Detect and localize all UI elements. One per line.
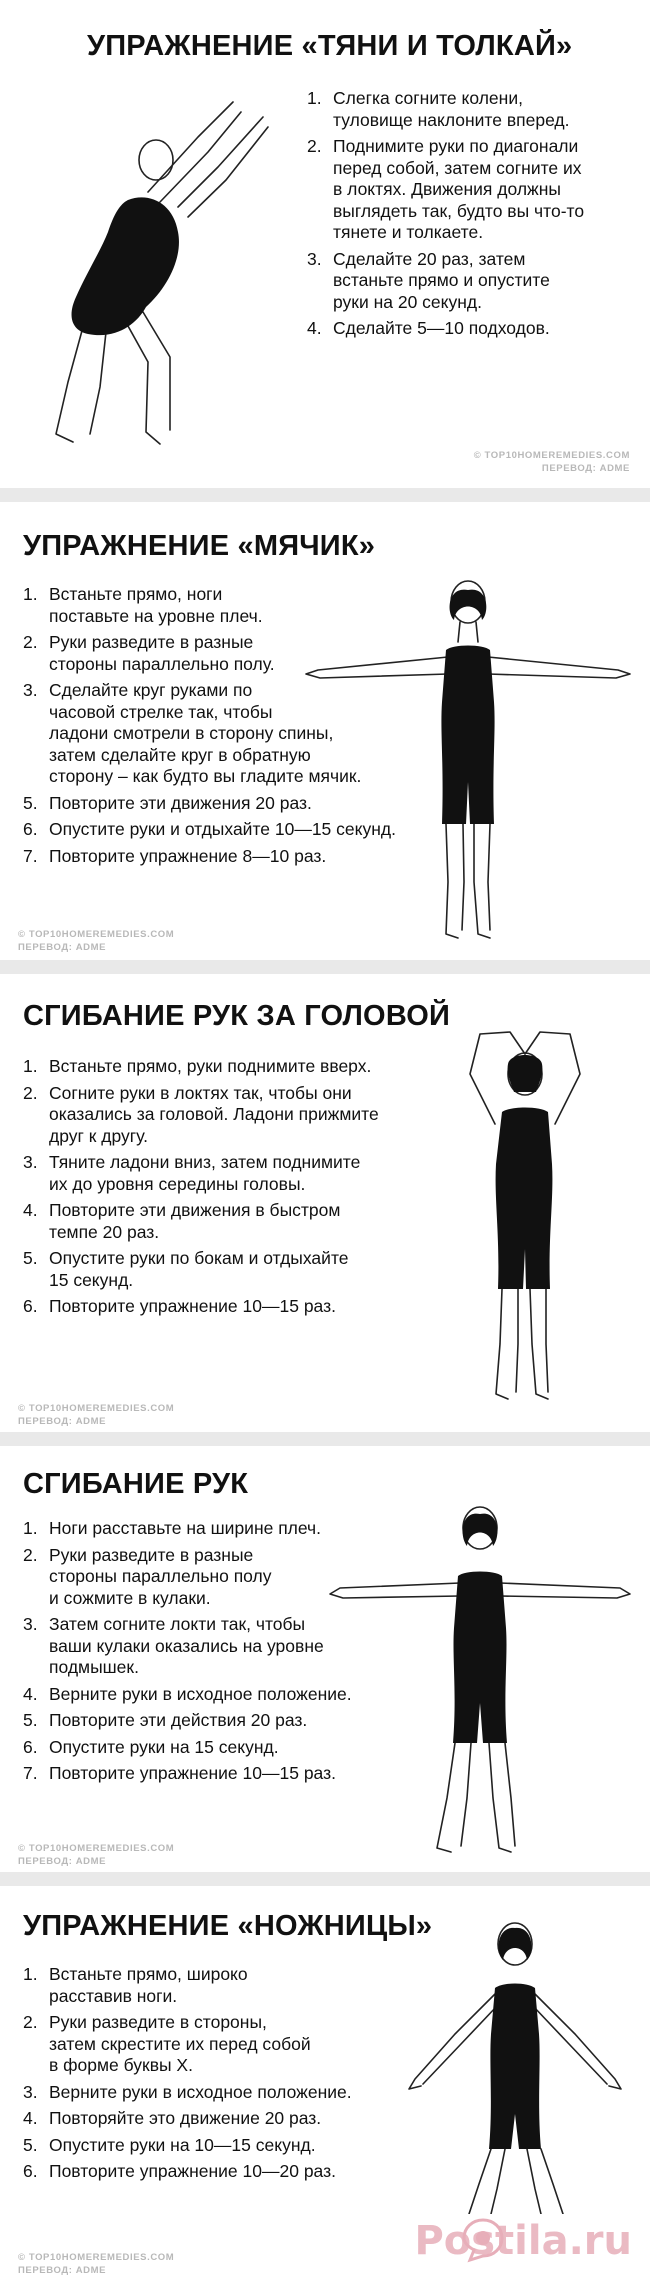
step-item: 5. Повторите эти движения 20 раз. — [23, 792, 312, 813]
exercise-card-1 — [0, 0, 650, 488]
watermark: Postila.ru — [414, 2218, 632, 2264]
step-item: 4. Сделайте 5—10 подходов. — [307, 318, 550, 338]
credit: © TOP10HOMEREMEDIES.COM ПЕРЕВОД: ADME — [18, 1403, 175, 1427]
exercise-steps — [23, 1056, 443, 1323]
exercise-title: СГИБАНИЕ РУК ЗА ГОЛОВОЙ — [23, 1000, 451, 1032]
step-item: 1. Ноги расставьте на ширине плеч. — [23, 1518, 322, 1538]
step-item: 3. Верните руки в исходное положение. — [23, 2081, 352, 2102]
step-item: 6. Повторите упражнение 10—20 раз. — [23, 2161, 336, 2181]
step-item: 5. Повторите эти действия 20 раз. — [23, 1710, 308, 1730]
step-item: 3. Сделайте круг руками по часовой стрелке так, чтобы ладони смотрели в сторону спины, затем сделайте круг в обратную сторону – как будто вы гладите мячик. — [23, 680, 362, 786]
step-item: 6. Повторите упражнение 10—15 раз. — [23, 1296, 336, 1316]
step-item: 3. Тяните ладони вниз, затем поднимите их до уровня середины головы. — [23, 1152, 361, 1194]
credit: © TOP10HOMEREMEDIES.COM ПЕРЕВОД: ADME — [18, 1843, 175, 1867]
step-item: 4. Верните руки в исходное положение. — [23, 1683, 352, 1704]
step-item: 2. Поднимите руки по диагонали перед собой, затем согните их в локтях. Движения должны выглядеть так, будто вы что-то тянете и толкаете. — [307, 136, 585, 242]
figure-illustration — [298, 562, 638, 947]
step-item: 7. Повторите упражнение 10—15 раз. — [23, 1763, 336, 1783]
step-item: 1. Слегка согните колени, туловище наклоните вперед. — [307, 88, 570, 130]
exercise-steps — [307, 88, 637, 345]
credit: © TOP10HOMEREMEDIES.COM ПЕРЕВОД: ADME — [473, 450, 630, 474]
step-item: 1. Встаньте прямо, широко расставив ноги. — [23, 1964, 248, 2006]
step-item: 2. Руки разведите в стороны, затем скрестите их перед собой в форме буквы Х. — [23, 2012, 311, 2075]
divider — [0, 1432, 650, 1446]
step-item: 6. Опустите руки и отдыхайте 10—15 секунд. — [23, 819, 396, 839]
exercise-card-4 — [0, 1446, 650, 1872]
exercise-title: УПРАЖНЕНИЕ «ТЯНИ И ТОЛКАЙ» — [87, 30, 573, 62]
divider — [0, 960, 650, 974]
exercise-steps — [23, 1964, 403, 2188]
exercise-title: УПРАЖНЕНИЕ «МЯЧИК» — [23, 530, 376, 562]
figure-illustration — [395, 1914, 635, 2214]
step-item: 2. Руки разведите в разные стороны параллельно полу и сожмите в кулаки. — [23, 1544, 272, 1608]
step-item: 6. Опустите руки на 15 секунд. — [23, 1736, 279, 1757]
step-item: 5. Опустите руки на 10—15 секунд. — [23, 2134, 316, 2155]
credit: © TOP10HOMEREMEDIES.COM ПЕРЕВОД: ADME — [18, 929, 175, 953]
step-item: 4. Повторяйте это движение 20 раз. — [23, 2108, 322, 2128]
step-item: 2. Руки разведите в разные стороны параллельно полу. — [23, 632, 275, 674]
exercise-title: СГИБАНИЕ РУК — [23, 1468, 249, 1500]
figure-illustration — [28, 82, 278, 467]
step-item: 3. Затем согните локти так, чтобы ваши кулаки оказались на уровне подмышек. — [23, 1614, 324, 1677]
exercise-title: УПРАЖНЕНИЕ «НОЖНИЦЫ» — [23, 1910, 433, 1942]
figure-illustration — [325, 1488, 635, 1858]
exercise-card-2 — [0, 502, 650, 960]
step-item: 3. Сделайте 20 раз, затем встаньте прямо и опустите руки на 20 секунд. — [307, 248, 550, 312]
exercise-card-3 — [0, 974, 650, 1432]
step-item: 5. Опустите руки по бокам и отдыхайте 15 секунд. — [23, 1248, 349, 1290]
step-item: 1. Встаньте прямо, руки поднимите вверх. — [23, 1056, 372, 1076]
step-item: 1. Встаньте прямо, ноги поставьте на уровне плеч. — [23, 584, 263, 626]
step-item: 4. Повторите эти движения в быстром темпе 20 раз. — [23, 1200, 341, 1242]
credit: © TOP10HOMEREMEDIES.COM ПЕРЕВОД: ADME — [18, 2252, 175, 2276]
divider — [0, 488, 650, 502]
step-item: 7. Повторите упражнение 8—10 раз. — [23, 845, 327, 866]
figure-illustration — [450, 1014, 600, 1414]
step-item: 2. Согните руки в локтях так, чтобы они оказались за головой. Ладони прижмите друг к другу. — [23, 1082, 379, 1146]
divider — [0, 1872, 650, 1886]
